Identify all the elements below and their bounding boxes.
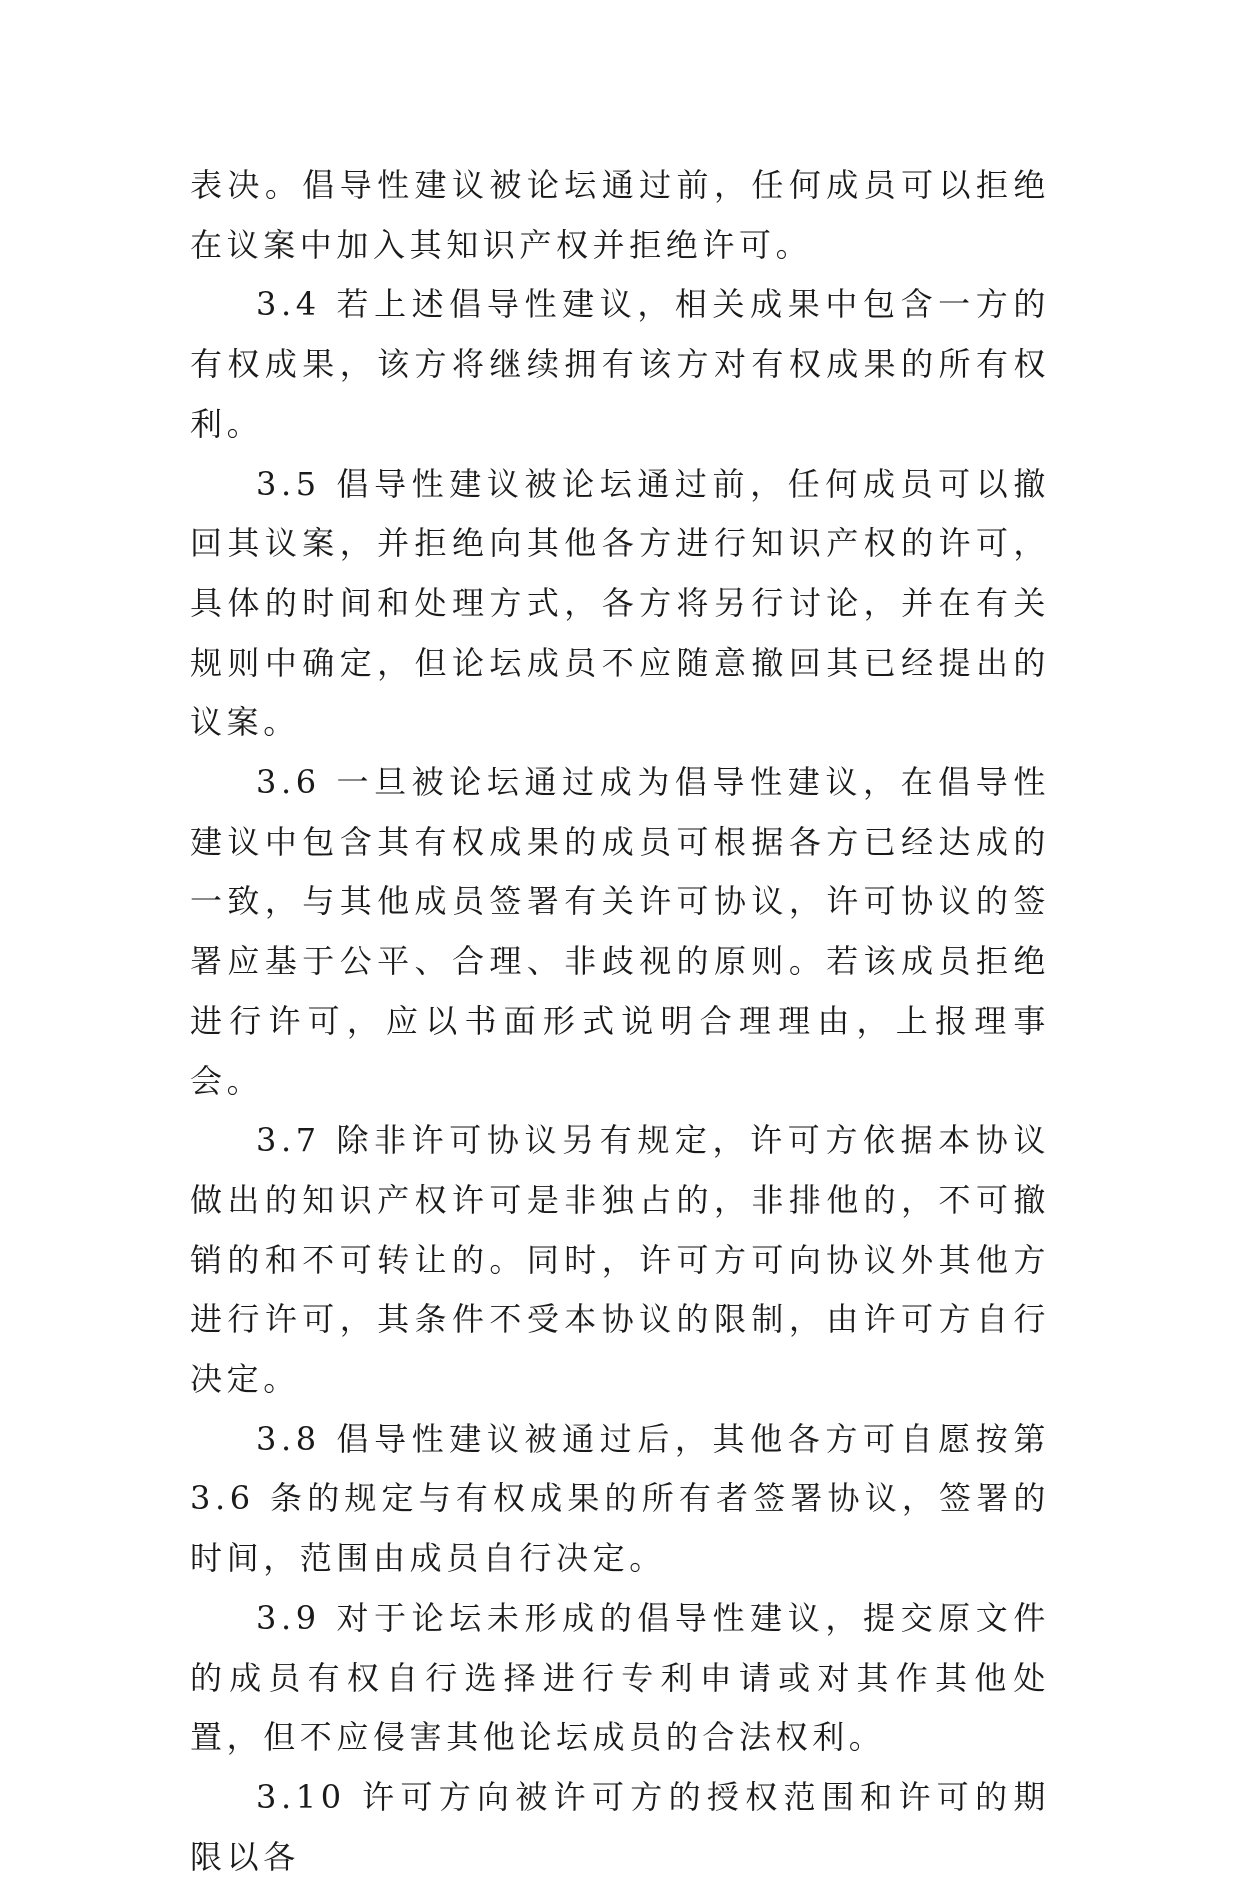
document-body <box>190 156 1050 1887</box>
paragraph-3-5: 3.5 倡导性建议被论坛通过前，任何成员可以撤回其议案，并拒绝向其他各方进行知识产权的许可，具体的时间和处理方式，各方将另行讨论，并在有关规则中确定，但论坛成员不应随意撤回其已经提出的议案。 <box>190 464 1050 742</box>
paragraph-continuation: 表决。倡导性建议被论坛通过前，任何成员可以拒绝在议案中加入其知识产权并拒绝许可。 <box>190 166 1050 264</box>
paragraph-3-4: 3.4 若上述倡导性建议，相关成果中包含一方的有权成果，该方将继续拥有该方对有权成果的所有权利。 <box>190 285 1050 443</box>
paragraph-3-10: 3.10 许可方向被许可方的授权范围和许可的期限以各 <box>190 1777 1050 1876</box>
paragraph-3-8: 3.8 倡导性建议被通过后，其他各方可自愿按第 3.6 条的规定与有权成果的所有者签署协议，签署的时间，范围由成员自行决定。 <box>190 1419 1050 1578</box>
paragraph-3-9: 3.9 对于论坛未形成的倡导性建议，提交原文件的成员有权自行选择进行专利申请或对其作其他处置，但不应侵害其他论坛成员的合法权利。 <box>190 1598 1050 1757</box>
paragraph-3-7: 3.7 除非许可协议另有规定，许可方依据本协议做出的知识产权许可是非独占的，非排他的，不可撤销的和不可转让的。同时，许可方可向协议外其他方进行许可，其条件不受本协议的限制，由许可方自行决定。 <box>190 1121 1050 1399</box>
paragraph-3-6: 3.6 一旦被论坛通过成为倡导性建议，在倡导性建议中包含其有权成果的成员可根据各方已经达成的一致，与其他成员签署有关许可协议，许可协议的签署应基于公平、合理、非歧视的原则。若该成员拒绝进行许可，应以书面形式说明合理理由，上报理事会。 <box>190 763 1050 1100</box>
